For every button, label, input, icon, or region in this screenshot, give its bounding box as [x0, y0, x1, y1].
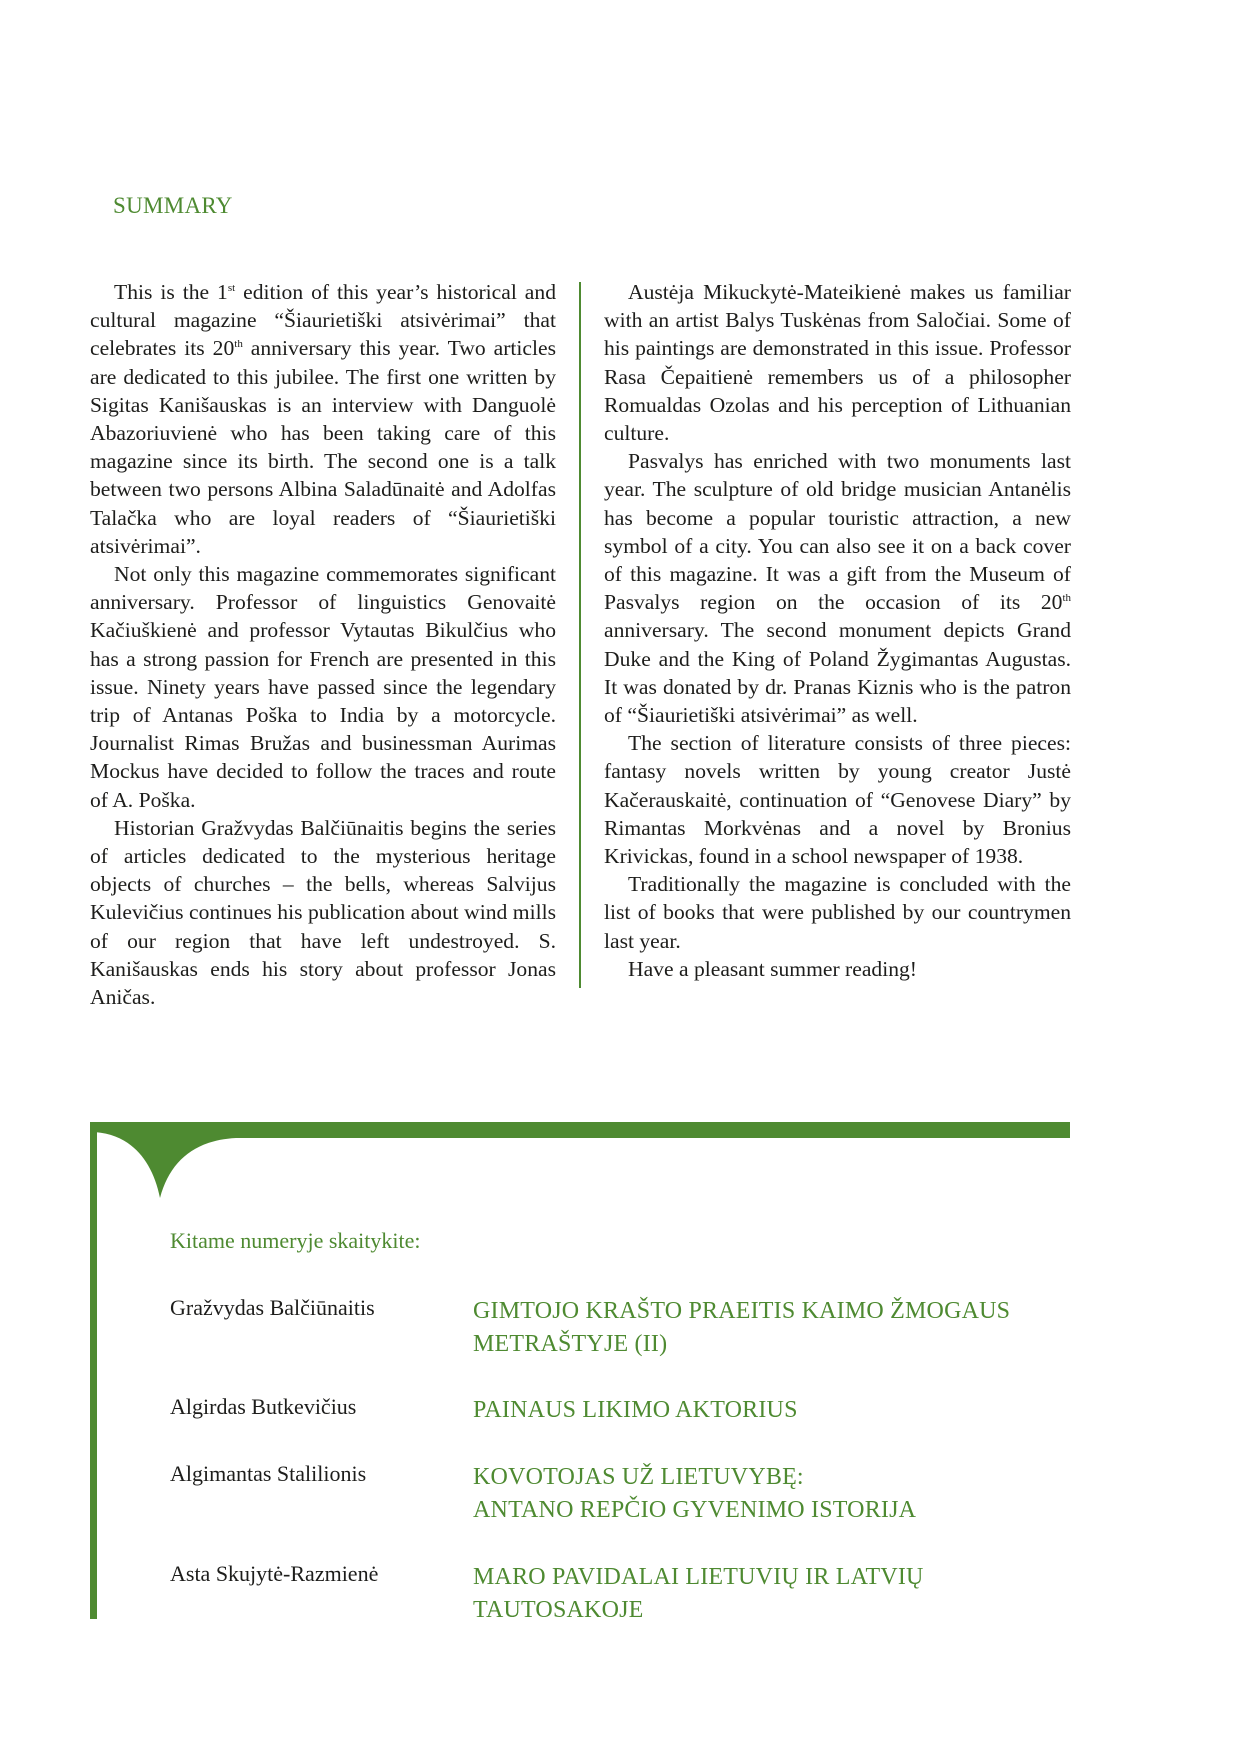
paragraph: Not only this magazine commemorates significant anniversary. Professor of linguistics Genovaitė Kačiuškienė and professor Vytautas Bikulčius who has a strong passion for French are presented in this issue. Ninety years have passed since the legendary trip of Antanas Poška to India by a motorcycle. Journalist Rimas Bružas and businessman Aurimas Mockus have decided to follow the traces and route of A. Poška.	[90, 562, 556, 812]
paragraph: Have a pleasant summer reading!	[628, 956, 917, 981]
paragraph: The section of literature consists of three pieces: fantasy novels written by young creator Justė Kačerauskaitė, continuation of “Genovese Diary” by Rimantas Morkvėnas and a novel by Bronius Krivickas, found in a school newspaper of 1938.	[604, 731, 1071, 869]
toc-title: PAINAUS LIKIMO AKTORIUS	[473, 1397, 798, 1423]
toc-author: Algirdas Butkevičius	[170, 1394, 357, 1419]
paragraph: Traditionally the magazine is concluded with the list of books that were published by our countrymen last year.	[604, 872, 1071, 953]
summary-left-column	[90, 278, 556, 1011]
summary-heading: SUMMARY	[113, 193, 233, 218]
toc-title: KOVOTOJAS UŽ LIETUVYBĘ: ANTANO REPČIO GYVENIMO ISTORIJA	[473, 1464, 917, 1523]
next-issue-heading: Kitame numeryje skaitykite:	[170, 1228, 421, 1253]
toc-title: MARO PAVIDALAI LIETUVIŲ IR LATVIŲ TAUTOSAKOJE	[473, 1564, 924, 1623]
paragraph: Austėja Mikuckytė-Mateikienė makes us familiar with an artist Balys Tuskėnas from Saločiai. Some of his paintings are demonstrated in this issue. Professor Rasa Čepaitienė remembers us of a philosopher Romualdas Ozolas and his perception of Lithuanian culture.	[604, 280, 1071, 446]
toc-author: Asta Skujytė-Razmienė	[170, 1561, 379, 1586]
paragraph: Historian Gražvydas Balčiūnaitis begins the series of articles dedicated to the mysterious heritage objects of churches – the bells, whereas Salvijus Kulevičius continues his publication about wind mills of our region that have left undestroyed. S. Kanišauskas ends his story about professor Jonas Aničas.	[90, 815, 556, 1010]
column-divider	[579, 282, 581, 988]
toc-author: Gražvydas Balčiūnaitis	[170, 1295, 375, 1320]
paragraph: This is the 1st edition of this year’s historical and cultural magazine “Šiaurietiški atsivėrimai” that celebrates its 20th anniversary this year. Two articles are dedicated to this jubilee. The first one written by Sigitas Kanišauskas is an interview with Danguolė Abazoriuvienė who has been taking care of this magazine since its birth. The second one is a talk between two persons Albina Saladūnaitė and Adolfas Talačka who are loyal readers of “Šiaurietiški atsivėrimai”.	[90, 280, 557, 558]
frame-left-rule	[90, 1122, 97, 1619]
toc-title: GIMTOJO KRAŠTO PRAEITIS KAIMO ŽMOGAUS METRAŠTYJE (II)	[473, 1298, 1011, 1357]
toc-author: Algimantas Stalilionis	[170, 1461, 367, 1486]
summary-right-column	[604, 278, 1071, 983]
frame-swash	[90, 1122, 1070, 1198]
paragraph: Pasvalys has enriched with two monuments last year. The sculpture of old bridge musician Antanėlis has become a popular touristic attraction, a new symbol of a city. You can also see it on a back cover of this magazine. It was a gift from the Museum of Pasvalys region on the occasion of its 20th anniversary. The second monument depicts Grand Duke and the King of Poland Žygimantas Augustas. It was donated by dr. Pranas Kiznis who is the patron of “Šiaurietiški atsivėrimai” as well.	[604, 449, 1071, 728]
